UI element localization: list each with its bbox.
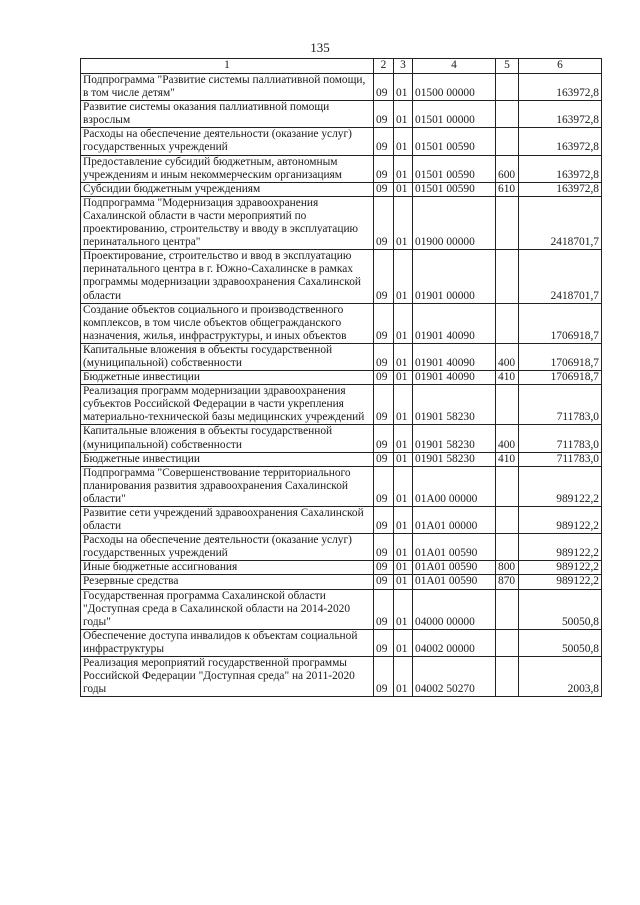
column-header: 5 [496,59,519,74]
subsection-code-cell: 01 [394,629,413,656]
table-row [81,452,602,466]
expense-type-cell [496,657,519,697]
expense-type-cell [496,196,519,249]
subsection-code-cell: 01 [394,657,413,697]
subsection-code-cell: 01 [394,534,413,561]
section-code-cell: 09 [374,250,394,303]
expense-type-cell [496,534,519,561]
section-code-cell: 09 [374,561,394,575]
row-name-cell: Подпрограмма "Совершенствование территориального планирования развития здравоохранения Сахалинской области" [81,466,374,506]
section-code-cell: 09 [374,385,394,425]
section-code-cell: 09 [374,657,394,697]
target-article-cell: 01500 00000 [413,74,496,101]
section-code-cell: 09 [374,425,394,452]
subsection-code-cell: 01 [394,507,413,534]
target-article-cell: 01901 58230 [413,425,496,452]
expense-type-cell [496,507,519,534]
section-code-cell: 09 [374,196,394,249]
subsection-code-cell: 01 [394,196,413,249]
row-name-cell: Обеспечение доступа инвалидов к объектам социальной инфраструктуры [81,629,374,656]
amount-cell: 989122,2 [519,466,602,506]
expense-type-cell [496,589,519,629]
target-article-cell: 01А01 00000 [413,507,496,534]
expense-type-cell: 410 [496,371,519,385]
budget-table [80,58,602,697]
subsection-code-cell: 01 [394,250,413,303]
subsection-code-cell: 01 [394,561,413,575]
target-article-cell: 01901 40090 [413,343,496,370]
table-row [81,575,602,589]
subsection-code-cell: 01 [394,303,413,343]
target-article-cell: 01А01 00590 [413,561,496,575]
amount-cell: 163972,8 [519,74,602,101]
subsection-code-cell: 01 [394,575,413,589]
section-code-cell: 09 [374,128,394,155]
target-article-cell: 01501 00590 [413,182,496,196]
table-row [81,534,602,561]
table-row [81,101,602,128]
amount-cell: 50050,8 [519,629,602,656]
table-row [81,371,602,385]
target-article-cell: 01А01 00590 [413,534,496,561]
table-row [81,507,602,534]
amount-cell: 989122,2 [519,561,602,575]
column-header: 3 [394,59,413,74]
target-article-cell: 01А01 00590 [413,575,496,589]
target-article-cell: 01501 00590 [413,128,496,155]
target-article-cell: 04002 00000 [413,629,496,656]
expense-type-cell [496,629,519,656]
table-row [81,589,602,629]
column-header: 1 [81,59,374,74]
subsection-code-cell: 01 [394,182,413,196]
expense-type-cell: 610 [496,182,519,196]
amount-cell: 50050,8 [519,589,602,629]
expense-type-cell: 400 [496,343,519,370]
subsection-code-cell: 01 [394,371,413,385]
target-article-cell: 04002 50270 [413,657,496,697]
expense-type-cell [496,303,519,343]
row-name-cell: Расходы на обеспечение деятельности (оказание услуг) государственных учреждений [81,534,374,561]
expense-type-cell [496,128,519,155]
target-article-cell: 01900 00000 [413,196,496,249]
table-row [81,629,602,656]
amount-cell: 711783,0 [519,452,602,466]
expense-type-cell [496,385,519,425]
row-name-cell: Создание объектов социального и производственного комплексов, в том числе объектов общегражданского назначения, жилья, инфраструктуры, и иных объектов [81,303,374,343]
section-code-cell: 09 [374,534,394,561]
table-body [81,74,602,697]
expense-type-cell [496,101,519,128]
amount-cell: 163972,8 [519,128,602,155]
section-code-cell: 09 [374,466,394,506]
row-name-cell: Капитальные вложения в объекты государственной (муниципальной) собственности [81,425,374,452]
row-name-cell: Реализация мероприятий государственной программы Российской Федерации "Доступная среда" на 2011-2020 годы [81,657,374,697]
section-code-cell: 09 [374,343,394,370]
amount-cell: 711783,0 [519,425,602,452]
target-article-cell: 01901 58230 [413,452,496,466]
column-header: 4 [413,59,496,74]
amount-cell: 1706918,7 [519,371,602,385]
expense-type-cell: 800 [496,561,519,575]
target-article-cell: 01901 00000 [413,250,496,303]
target-article-cell: 01501 00000 [413,101,496,128]
table-row [81,303,602,343]
table-row [81,196,602,249]
amount-cell: 989122,2 [519,575,602,589]
section-code-cell: 09 [374,629,394,656]
amount-cell: 989122,2 [519,534,602,561]
subsection-code-cell: 01 [394,425,413,452]
row-name-cell: Реализация программ модернизации здравоохранения субъектов Российской Федерации в части укрепления материально-технической базы медицинских учреждений [81,385,374,425]
row-name-cell: Проектирование, строительство и ввод в эксплуатацию перинатального центра в г. Южно-Сахалинске в рамках программы модернизации здравоохранения Сахалинской области [81,250,374,303]
row-name-cell: Субсидии бюджетным учреждениям [81,182,374,196]
section-code-cell: 09 [374,74,394,101]
row-name-cell: Развитие системы оказания паллиативной помощи взрослым [81,101,374,128]
amount-cell: 1706918,7 [519,303,602,343]
amount-cell: 989122,2 [519,507,602,534]
subsection-code-cell: 01 [394,466,413,506]
target-article-cell: 01А00 00000 [413,466,496,506]
subsection-code-cell: 01 [394,343,413,370]
row-name-cell: Резервные средства [81,575,374,589]
section-code-cell: 09 [374,303,394,343]
amount-cell: 163972,8 [519,101,602,128]
section-code-cell: 09 [374,182,394,196]
row-name-cell: Иные бюджетные ассигнования [81,561,374,575]
subsection-code-cell: 01 [394,101,413,128]
expense-type-cell [496,466,519,506]
amount-cell: 2418701,7 [519,250,602,303]
subsection-code-cell: 01 [394,74,413,101]
table-row [81,561,602,575]
row-name-cell: Подпрограмма "Модернизация здравоохранения Сахалинской области в части мероприятий по проектированию, строительству и вводу в эксплуатацию перинатального центра" [81,196,374,249]
target-article-cell: 01901 58230 [413,385,496,425]
expense-type-cell [496,74,519,101]
expense-type-cell: 870 [496,575,519,589]
expense-type-cell: 600 [496,155,519,182]
subsection-code-cell: 01 [394,155,413,182]
row-name-cell: Бюджетные инвестиции [81,452,374,466]
amount-cell: 2003,8 [519,657,602,697]
row-name-cell: Предоставление субсидий бюджетным, автономным учреждениям и иным некоммерческим организациям [81,155,374,182]
expense-type-cell: 410 [496,452,519,466]
table-row [81,343,602,370]
target-article-cell: 01901 40090 [413,303,496,343]
table-row [81,128,602,155]
table-row [81,155,602,182]
expense-type-cell [496,250,519,303]
table-row [81,425,602,452]
row-name-cell: Капитальные вложения в объекты государственной (муниципальной) собственности [81,343,374,370]
column-header: 2 [374,59,394,74]
target-article-cell: 01901 40090 [413,371,496,385]
amount-cell: 711783,0 [519,385,602,425]
section-code-cell: 09 [374,101,394,128]
amount-cell: 2418701,7 [519,196,602,249]
subsection-code-cell: 01 [394,452,413,466]
row-name-cell: Государственная программа Сахалинской области "Доступная среда в Сахалинской области на 2014-2020 годы" [81,589,374,629]
target-article-cell: 01501 00590 [413,155,496,182]
table-row [81,250,602,303]
row-name-cell: Бюджетные инвестиции [81,371,374,385]
section-code-cell: 09 [374,371,394,385]
page-number: 135 [310,40,330,55]
table-row [81,466,602,506]
table-row [81,182,602,196]
row-name-cell: Развитие сети учреждений здравоохранения Сахалинской области [81,507,374,534]
section-code-cell: 09 [374,452,394,466]
section-code-cell: 09 [374,589,394,629]
row-name-cell: Подпрограмма "Развитие системы паллиативной помощи, в том числе детям" [81,74,374,101]
section-code-cell: 09 [374,575,394,589]
amount-cell: 163972,8 [519,182,602,196]
expense-type-cell: 400 [496,425,519,452]
subsection-code-cell: 01 [394,128,413,155]
table-row [81,74,602,101]
subsection-code-cell: 01 [394,385,413,425]
section-code-cell: 09 [374,507,394,534]
amount-cell: 1706918,7 [519,343,602,370]
table-row [81,385,602,425]
table-row [81,657,602,697]
row-name-cell: Расходы на обеспечение деятельности (оказание услуг) государственных учреждений [81,128,374,155]
column-header: 6 [519,59,602,74]
target-article-cell: 04000 00000 [413,589,496,629]
section-code-cell: 09 [374,155,394,182]
amount-cell: 163972,8 [519,155,602,182]
subsection-code-cell: 01 [394,589,413,629]
table-header-row [81,59,602,74]
